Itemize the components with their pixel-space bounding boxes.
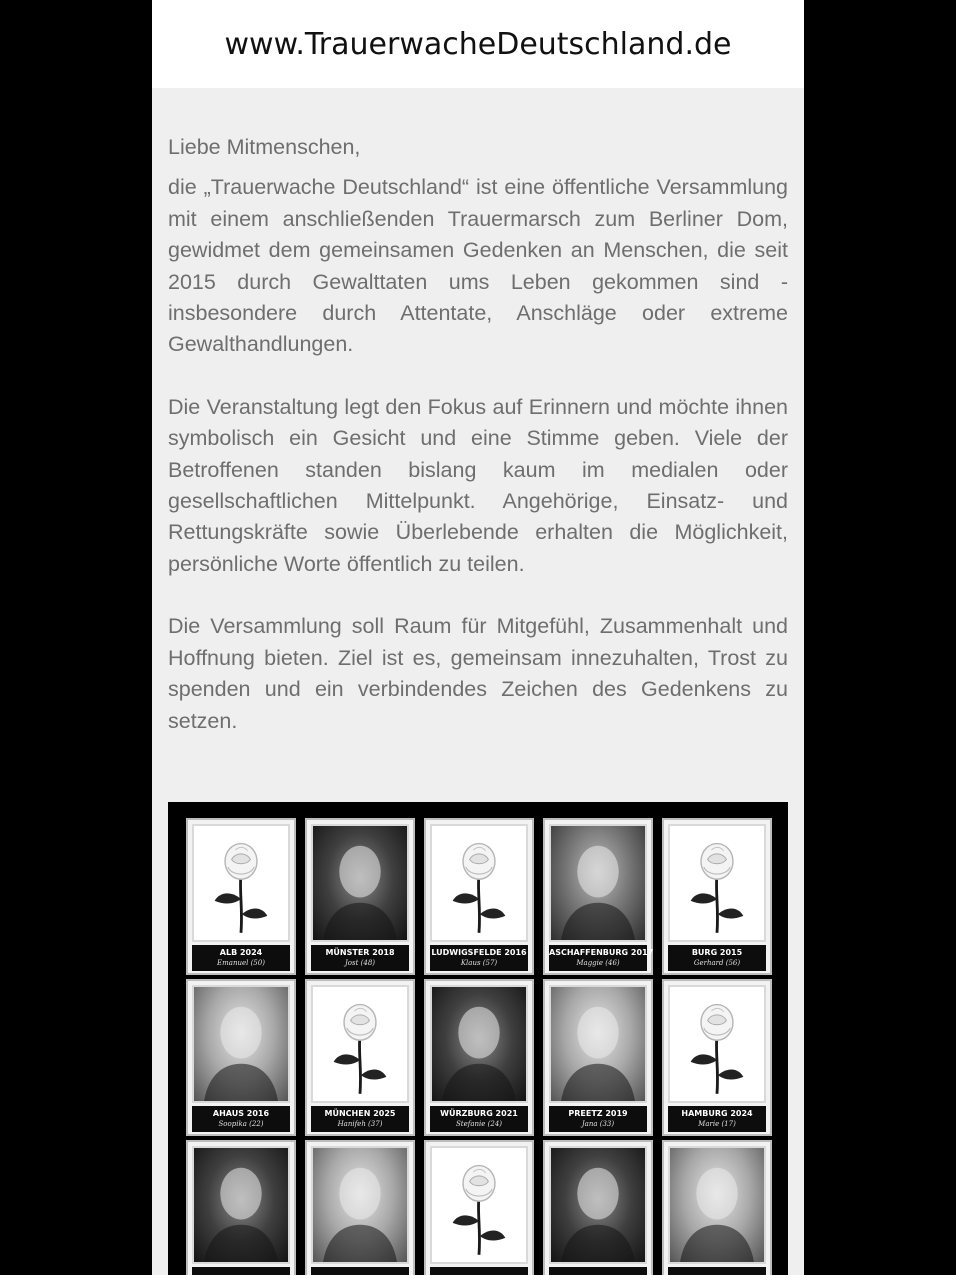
- card-place: AHAUS 2016: [212, 1109, 270, 1118]
- card-name: Hanifeh (37): [337, 1120, 383, 1128]
- memorial-card: [305, 979, 415, 1136]
- card-place: ASCHAFFENBURG 2017: [549, 948, 654, 957]
- card-place: LUDWIGSFELDE 2016: [431, 948, 527, 957]
- card-caption: [668, 1106, 766, 1132]
- card-name: Stefanie (24): [456, 1120, 502, 1128]
- card-caption: [549, 945, 654, 971]
- card-name: Marie (17): [698, 1120, 736, 1128]
- card-place: WÜRZBURG 2021: [440, 1109, 518, 1118]
- memorial-card: [543, 818, 653, 975]
- memorial-card: [424, 1140, 534, 1275]
- card-caption: [311, 945, 409, 971]
- card-name: Gerhard (56): [693, 959, 741, 967]
- memorial-card: [424, 979, 534, 1136]
- portrait-photo: [549, 1146, 647, 1264]
- site-url[interactable]: www.TrauerwacheDeutschland.de: [224, 26, 732, 62]
- memorial-card: [424, 818, 534, 975]
- rose-icon: [430, 824, 528, 942]
- rose-icon: [311, 985, 409, 1103]
- card-caption: [549, 1106, 647, 1132]
- portrait-photo: [192, 1146, 290, 1264]
- card-place: HAMBURG 2024: [681, 1109, 753, 1118]
- card-name: Emanuel (50): [217, 959, 265, 967]
- intro-paragraph-2: Die Veranstaltung legt den Fokus auf Erinnern und möchte ihnen symbolisch ein Gesicht und eine Stimme geben. Viele der Betroffenen standen bislang kaum im medialen oder gesellschaftlichen Mittelpunkt. Angehörige, Einsatz- und Rettungskräfte sowie Überlebende erhalten die Möglichkeit, persönliche Worte öffentlich zu teilen.: [168, 394, 788, 576]
- portrait-photo: [311, 824, 409, 942]
- memorial-card: [186, 818, 296, 975]
- memorial-card: [543, 979, 653, 1136]
- memorial-image: [168, 802, 788, 1275]
- intro-paragraph-3: Die Versammlung soll Raum für Mitgefühl, Zusammenhalt und Hoffnung bieten. Ziel ist es, gemeinsam innezuhalten, Trost zu spenden und ein verbindendes Zeichen des Gedenkens zu setzen.: [168, 614, 788, 733]
- page-frame: [152, 0, 804, 1275]
- memorial-card: [305, 1140, 415, 1275]
- card-name: Maggie (46): [576, 959, 620, 967]
- card-place: MÜNCHEN 2025: [324, 1109, 396, 1118]
- card-caption: [430, 1267, 528, 1275]
- portrait-photo: [549, 824, 647, 942]
- memorial-card: [186, 1140, 296, 1275]
- portrait-photo: [549, 985, 647, 1103]
- card-caption: [430, 945, 528, 971]
- memorial-card: [662, 1140, 772, 1275]
- card-caption: [668, 1267, 766, 1275]
- card-name: Klaus (57): [460, 959, 498, 967]
- card-place: PREETZ 2019: [568, 1109, 628, 1118]
- greeting: Liebe Mitmenschen,: [168, 135, 361, 159]
- card-place: BURG 2015: [691, 948, 743, 957]
- card-caption: [192, 1106, 290, 1132]
- card-name: Jost (48): [344, 959, 376, 967]
- portrait-photo: [192, 985, 290, 1103]
- intro-text: [152, 88, 804, 737]
- site-header: [152, 0, 804, 88]
- card-caption: [668, 945, 766, 971]
- card-place: ALB 2024: [219, 948, 263, 957]
- memorial-card: [305, 818, 415, 975]
- card-caption: [311, 1267, 409, 1275]
- rose-icon: [430, 1146, 528, 1264]
- rose-icon: [668, 985, 766, 1103]
- card-name: Soopika (22): [218, 1120, 264, 1128]
- card-caption: [430, 1106, 528, 1132]
- memorial-grid: [186, 818, 772, 1275]
- rose-icon: [668, 824, 766, 942]
- intro-paragraph-1: die „Trauerwache Deutschland“ ist eine öffentliche Versammlung mit einem anschließenden Trauermarsch zum Berliner Dom, gewidmet dem gemeinsamen Gedenken an Menschen, die seit 2015 durch Gewalttaten ums Leben gekommen sind - insbesondere durch Attentate, Anschläge oder extreme Gewalthandlungen.: [168, 175, 788, 357]
- portrait-photo: [311, 1146, 409, 1264]
- card-caption: [192, 1267, 290, 1275]
- memorial-card: [543, 1140, 653, 1275]
- memorial-card: [186, 979, 296, 1136]
- card-caption: [311, 1106, 409, 1132]
- portrait-photo: [430, 985, 528, 1103]
- card-caption: [192, 945, 290, 971]
- card-caption: [549, 1267, 647, 1275]
- card-name: Jana (33): [581, 1120, 615, 1128]
- portrait-photo: [668, 1146, 766, 1264]
- card-place: MÜNSTER 2018: [325, 948, 395, 957]
- memorial-card: [662, 979, 772, 1136]
- rose-icon: [192, 824, 290, 942]
- memorial-card: [662, 818, 772, 975]
